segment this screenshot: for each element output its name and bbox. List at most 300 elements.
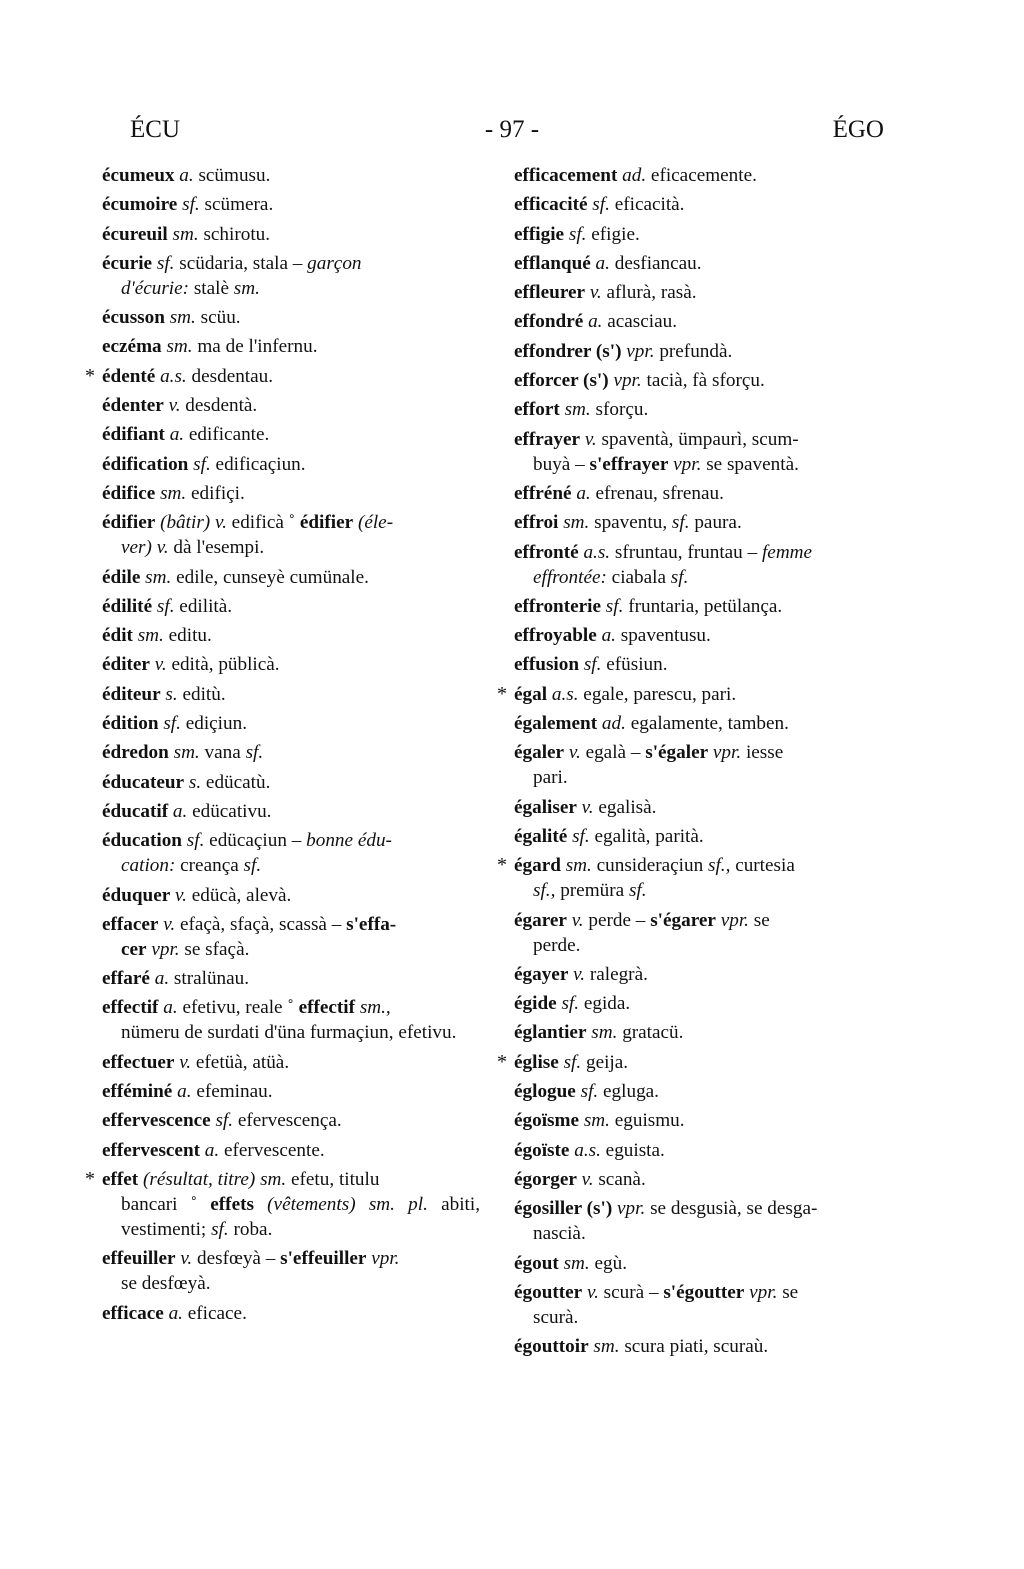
definition-text: se sfaçà. [179, 938, 250, 960]
part-of-speech: a. [576, 482, 591, 504]
dictionary-entry [102, 966, 480, 991]
part-of-speech: sf. [156, 595, 175, 617]
headword: s'égarer [650, 909, 716, 931]
definition-text: desdentà. [180, 395, 258, 417]
part-of-speech: sf. [211, 1218, 229, 1240]
entry-continuation [514, 878, 898, 903]
dictionary-entry [102, 1108, 480, 1133]
dictionary-entry [102, 623, 480, 648]
definition-text: editù. [177, 683, 226, 705]
headword: édition [102, 713, 159, 735]
dictionary-entry [514, 623, 898, 648]
running-head-left: ÉCU [130, 116, 180, 143]
definition-text: eguista. [600, 1139, 665, 1161]
definition-text: edile, cunseyè cumünale. [171, 566, 369, 588]
part-of-speech: sf. [245, 742, 264, 764]
italic-text: femme [761, 541, 813, 563]
entry-marker: * [497, 854, 507, 877]
definition-text: edificà ˚ [226, 512, 300, 534]
definition-text: spaventà, ümpaurì, scum- [596, 428, 799, 450]
dictionary-entry [514, 339, 898, 364]
part-of-speech: sm. pl. [368, 1193, 428, 1215]
part-of-speech: sm. [260, 1168, 287, 1190]
headword: effroi [514, 512, 559, 534]
part-of-speech: v. [156, 537, 169, 559]
headword: édenter [102, 395, 164, 417]
dictionary-entry [102, 510, 480, 560]
part-of-speech: v. [154, 654, 167, 676]
headword: effectif [102, 997, 159, 1019]
part-of-speech: a. [163, 997, 178, 1019]
part-of-speech: sf. [605, 595, 624, 617]
headword: s'égaler [645, 742, 709, 764]
dictionary-entry [514, 540, 898, 590]
part-of-speech: vpr. [712, 742, 742, 764]
part-of-speech: sm. [166, 336, 193, 358]
italic-text: effrontée: [533, 566, 607, 588]
headword: égaler [514, 742, 565, 764]
definition-text: edilità. [174, 595, 233, 617]
italic-text: (résultat, titre) [138, 1168, 256, 1190]
headword: effectuer [102, 1051, 175, 1073]
definition-text: edücatù. [201, 771, 271, 793]
part-of-speech: vpr. [720, 909, 749, 931]
part-of-speech: sf. [572, 825, 590, 847]
part-of-speech: sf. [580, 1081, 599, 1103]
part-of-speech: sm. [160, 482, 187, 504]
headword: égarer [514, 909, 567, 931]
dictionary-entry [514, 1167, 898, 1192]
page-number: - 97 - [484, 116, 540, 143]
part-of-speech: v. [214, 512, 227, 534]
headword: effréné [514, 482, 572, 504]
headword: édit [102, 625, 133, 647]
entry-marker: * [85, 1167, 95, 1190]
definition-text: ralegrà. [585, 963, 648, 985]
definition-text: ediçiun. [180, 713, 247, 735]
dictionary-entry [102, 995, 480, 1045]
part-of-speech: v. [180, 1248, 193, 1270]
headword: efféminé [102, 1081, 173, 1103]
dictionary-entry [102, 305, 480, 330]
headword: éduquer [102, 884, 171, 906]
part-of-speech: a. [154, 968, 170, 990]
part-of-speech: v. [581, 796, 594, 818]
headword: éducatif [102, 800, 169, 822]
definition-text: dà l'esempi. [168, 537, 265, 559]
running-head-right: ÉGO [832, 116, 884, 143]
part-of-speech: a. [172, 800, 188, 822]
headword: édifier [102, 512, 156, 534]
part-of-speech: sf. [186, 830, 205, 852]
part-of-speech: v. [584, 428, 597, 450]
definition-text: spaventusu. [615, 625, 711, 647]
part-of-speech: sf. [163, 713, 181, 735]
definition-text: edificante. [184, 424, 270, 446]
part-of-speech: s. [165, 683, 178, 705]
headword: effroyable [514, 625, 597, 647]
dictionary-entry [514, 740, 898, 790]
definition-text: scanà. [593, 1168, 646, 1190]
dictionary-entry [102, 1050, 480, 1075]
headword: égal [514, 683, 548, 705]
definition-text: efervescente. [219, 1139, 325, 1161]
part-of-speech: v. [568, 742, 581, 764]
part-of-speech: sf. [563, 1051, 582, 1073]
definition-text: efüsiun. [601, 654, 668, 676]
headword: édenté [102, 365, 156, 387]
part-of-speech: a. [179, 165, 194, 186]
entry-continuation [514, 452, 898, 477]
definition-text: desdentau. [186, 365, 274, 387]
definition-text: egalà – [580, 742, 646, 764]
part-of-speech: sf., [533, 880, 556, 902]
dictionary-entry [102, 163, 480, 188]
dictionary-entry [102, 1246, 480, 1296]
definition-text: eficacità. [609, 194, 685, 216]
part-of-speech: vpr. [626, 340, 655, 362]
definition-text: efrenau, sfrenau. [590, 482, 724, 504]
definition-text: efeminau. [191, 1081, 273, 1103]
definition-text: efetu, titulu [286, 1168, 380, 1190]
headword: effervescent [102, 1139, 200, 1161]
part-of-speech: vpr. [613, 370, 642, 392]
definition-text: perde – [583, 909, 651, 931]
definition-text: edità, püblicà. [166, 654, 280, 676]
definition-text: scurà. [533, 1306, 579, 1328]
dictionary-entry [514, 795, 898, 820]
definition-text: fruntaria, petülança. [623, 595, 783, 617]
headword: égide [514, 993, 557, 1015]
definition-text: eficacemente. [646, 165, 757, 186]
definition-text: eficace. [182, 1302, 247, 1324]
dictionary-entry [514, 192, 898, 217]
part-of-speech: v. [163, 913, 176, 935]
definition-text: nümeru de surdati d'üna furmaçiun, efetivu. [121, 1022, 457, 1044]
part-of-speech: a. [204, 1139, 220, 1161]
definition-text: sforçu. [590, 399, 649, 421]
part-of-speech: sm., [359, 997, 391, 1019]
definition-text: desfiancau. [609, 252, 702, 274]
italic-text: bonne édu- [306, 830, 392, 852]
dictionary-entry [514, 962, 898, 987]
definition-text: ma de l'infernu. [192, 336, 318, 358]
headword: écumoire [102, 194, 178, 216]
definition-text: se [748, 909, 770, 931]
part-of-speech: v. [571, 909, 584, 931]
italic-text: (bâtir) [155, 512, 211, 534]
definition-text: efetüà, atüà. [191, 1051, 290, 1073]
entry-continuation [102, 853, 480, 878]
entry-continuation [514, 1221, 898, 1246]
italic-text: ver) [121, 537, 152, 559]
definition-text: scümusu. [193, 165, 271, 186]
dictionary-entry [102, 799, 480, 824]
definition-text: tacià, fà sforçu. [641, 370, 765, 392]
definition-text: desfœyà – [192, 1248, 281, 1270]
dictionary-entry [85, 364, 480, 389]
headword: église [514, 1051, 559, 1073]
entry-continuation [102, 1020, 480, 1045]
italic-text: garçon [307, 252, 362, 274]
dictionary-entry [102, 565, 480, 590]
definition-text: stralünau. [169, 968, 250, 990]
definition-text: egluga. [598, 1081, 659, 1103]
part-of-speech: vpr. [749, 1281, 778, 1303]
dictionary-entry [514, 594, 898, 619]
part-of-speech: sf. [243, 855, 262, 877]
part-of-speech: sm. [583, 1110, 610, 1132]
dictionary-entry [102, 1079, 480, 1104]
headword: effondrer (s') [514, 340, 622, 362]
dictionary-entry [514, 251, 898, 276]
dictionary-entry [514, 1280, 898, 1330]
headword: cer [121, 938, 147, 960]
headword: édile [102, 566, 141, 588]
part-of-speech: sm. [563, 512, 590, 534]
dictionary-entry [102, 192, 480, 217]
dictionary-entry [102, 452, 480, 477]
definition-text: egalamente, tamben. [625, 713, 789, 735]
headword: effondré [514, 311, 584, 333]
definition-text: premüra [555, 880, 629, 902]
entry-continuation [102, 535, 480, 560]
definition-text: scüdaria, stala – [174, 252, 308, 274]
headword: édification [102, 453, 189, 475]
dictionary-entry [514, 1108, 898, 1133]
dictionary-entry [514, 991, 898, 1016]
part-of-speech: sf. [215, 1110, 234, 1132]
headword: effigie [514, 223, 565, 245]
dictionary-entry [514, 1334, 898, 1359]
definition-text: pari. [533, 767, 568, 789]
right-column [497, 163, 898, 1363]
dictionary-entry [85, 1167, 480, 1242]
italic-text: (éle- [353, 512, 394, 534]
part-of-speech: sf. [670, 566, 689, 588]
italic-text: d'écurie: [121, 277, 190, 299]
headword: efforcer (s') [514, 370, 609, 392]
definition-text [356, 1194, 369, 1215]
part-of-speech: sm. [172, 223, 199, 245]
part-of-speech: sf., [707, 855, 731, 877]
headword: égorger [514, 1168, 577, 1190]
part-of-speech: sf. [568, 223, 587, 245]
headword: effrayer [514, 428, 581, 450]
part-of-speech: sf. [193, 453, 211, 475]
definition-text: paura. [689, 512, 742, 534]
part-of-speech: vpr. [617, 1198, 646, 1220]
definition-text: editu. [163, 625, 212, 647]
part-of-speech: a. [168, 1302, 183, 1324]
headword: efficacement [514, 165, 618, 186]
dictionary-entry [102, 912, 480, 962]
headword: s'égoutter [663, 1281, 745, 1303]
dictionary-entry [514, 427, 898, 477]
entry-continuation [514, 933, 898, 958]
definition-text: aflurà, rasà. [601, 282, 697, 304]
part-of-speech: a. [601, 625, 616, 647]
dictionary-entry [102, 682, 480, 707]
dictionary-entry [514, 1251, 898, 1276]
part-of-speech: v. [179, 1051, 192, 1073]
definition-text: acasciau. [602, 311, 678, 333]
definition-text: scümera. [199, 194, 274, 216]
entry-continuation [514, 765, 898, 790]
definition-text: geija. [581, 1051, 629, 1073]
definition-text: roba. [228, 1218, 273, 1240]
part-of-speech: sf. [156, 252, 175, 274]
dictionary-entry [514, 824, 898, 849]
dictionary-entry [102, 393, 480, 418]
headword: édifier [299, 512, 354, 534]
definition-text: efervescença. [233, 1110, 342, 1132]
headword: égoïsme [514, 1110, 580, 1132]
definition-text: spaventu, [589, 512, 672, 534]
part-of-speech: sf. [592, 194, 610, 216]
part-of-speech: sm. [173, 742, 200, 764]
definition-text: sfruntau, fruntau – [610, 541, 762, 563]
headword: effectif [298, 997, 356, 1019]
headword: écusson [102, 307, 165, 329]
definition-text: cunsideraçiun [591, 855, 708, 877]
headword: égoïste [514, 1139, 570, 1161]
dictionary-entry [102, 1301, 480, 1326]
definition-text: scurà – [598, 1281, 664, 1303]
italic-text: cation: [121, 855, 176, 877]
headword: égaliser [514, 796, 577, 818]
headword: édifice [102, 482, 156, 504]
dictionary-entry [102, 740, 480, 765]
dictionary-entry [102, 422, 480, 447]
headword: effeuiller [102, 1248, 176, 1270]
dictionary-entry [514, 309, 898, 334]
headword: effacer [102, 913, 159, 935]
definition-text: egalisà. [593, 796, 657, 818]
headword: églogue [514, 1081, 576, 1103]
headword: écurie [102, 252, 153, 274]
headword: égard [514, 855, 561, 877]
dictionary-entry [102, 481, 480, 506]
dictionary-entry [102, 222, 480, 247]
headword: effet [102, 1168, 139, 1190]
definition-text: vana [199, 742, 246, 764]
dictionary-entry [514, 481, 898, 506]
definition-text: egida. [579, 993, 631, 1015]
dictionary-entry [102, 251, 480, 301]
definition-text: scüu. [195, 307, 241, 329]
part-of-speech: sm. [137, 625, 164, 647]
definition-text: egù. [589, 1252, 627, 1274]
definition-text: efigie. [586, 223, 640, 245]
entry-continuation [102, 1192, 480, 1242]
part-of-speech: sm. [565, 855, 592, 877]
dictionary-entry [514, 711, 898, 736]
definition-text: se spaventà. [701, 453, 799, 475]
headword: éditeur [102, 683, 161, 705]
part-of-speech: sm. [593, 1336, 620, 1358]
left-column [85, 163, 480, 1330]
part-of-speech: v. [586, 1281, 599, 1303]
part-of-speech: ad. [601, 713, 626, 735]
definition-text: se desgusià, se desga- [645, 1198, 818, 1220]
definition-text: edificaçiun. [210, 453, 306, 475]
part-of-speech: v. [168, 395, 181, 417]
headword: égouttoir [514, 1336, 589, 1358]
entry-continuation [514, 1305, 898, 1330]
headword: écureuil [102, 223, 168, 245]
dictionary-entry [514, 222, 898, 247]
headword: effaré [102, 968, 150, 990]
headword: écumeux [102, 165, 175, 186]
dictionary-entry [514, 652, 898, 677]
part-of-speech: a. [169, 424, 185, 446]
definition-text: edücativu. [187, 800, 272, 822]
dictionary-entry [514, 1196, 898, 1246]
headword: églantier [514, 1022, 587, 1044]
definition-text: efaçà, sfaçà, scassà – [175, 913, 347, 935]
part-of-speech: a.s. [574, 1139, 601, 1161]
entry-continuation [102, 1271, 480, 1296]
headword: effronterie [514, 595, 601, 617]
dictionary-entry [497, 682, 898, 707]
dictionary-entry [102, 770, 480, 795]
entry-marker: * [85, 364, 95, 387]
headword: effusion [514, 654, 580, 676]
entry-marker: * [497, 682, 507, 705]
part-of-speech: s. [188, 771, 202, 793]
part-of-speech: sf. [628, 880, 647, 902]
dictionary-entry [497, 1050, 898, 1075]
definition-text: nascià. [533, 1223, 586, 1245]
headword: égosiller (s') [514, 1198, 613, 1220]
definition-text: iesse [741, 742, 784, 764]
headword: éducation [102, 830, 182, 852]
definition-text: buyà – [533, 453, 590, 475]
part-of-speech: v. [589, 282, 602, 304]
headword: éducateur [102, 771, 185, 793]
definition-text: stalè [189, 277, 234, 299]
dictionary-entry [102, 652, 480, 677]
headword: égalité [514, 825, 568, 847]
part-of-speech: a. [177, 1081, 192, 1103]
part-of-speech: sm. [169, 307, 196, 329]
part-of-speech: vpr. [371, 1248, 400, 1270]
entry-marker: * [497, 1050, 507, 1073]
dictionary-entry [514, 1020, 898, 1045]
headword: effort [514, 399, 560, 421]
headword: s'effrayer [589, 453, 669, 475]
headword: efflanqué [514, 252, 591, 274]
part-of-speech: sf. [561, 993, 580, 1015]
part-of-speech: v. [573, 963, 586, 985]
dictionary-entry [102, 594, 480, 619]
definition-text: perde. [533, 934, 581, 956]
dictionary-entry [102, 334, 480, 359]
part-of-speech: sf. [182, 194, 200, 216]
part-of-speech: v. [581, 1168, 594, 1190]
part-of-speech: v. [175, 884, 187, 906]
headword: effleurer [514, 282, 586, 304]
definition-text: edücaçiun – [204, 830, 307, 852]
part-of-speech: sm. [564, 399, 591, 421]
headword: égoutter [514, 1281, 583, 1303]
entry-continuation [514, 565, 898, 590]
definition-text: bancari ˚ [121, 1193, 211, 1215]
part-of-speech: sm. [563, 1252, 590, 1274]
dictionary-entry [102, 828, 480, 878]
part-of-speech: a.s. [160, 365, 187, 387]
